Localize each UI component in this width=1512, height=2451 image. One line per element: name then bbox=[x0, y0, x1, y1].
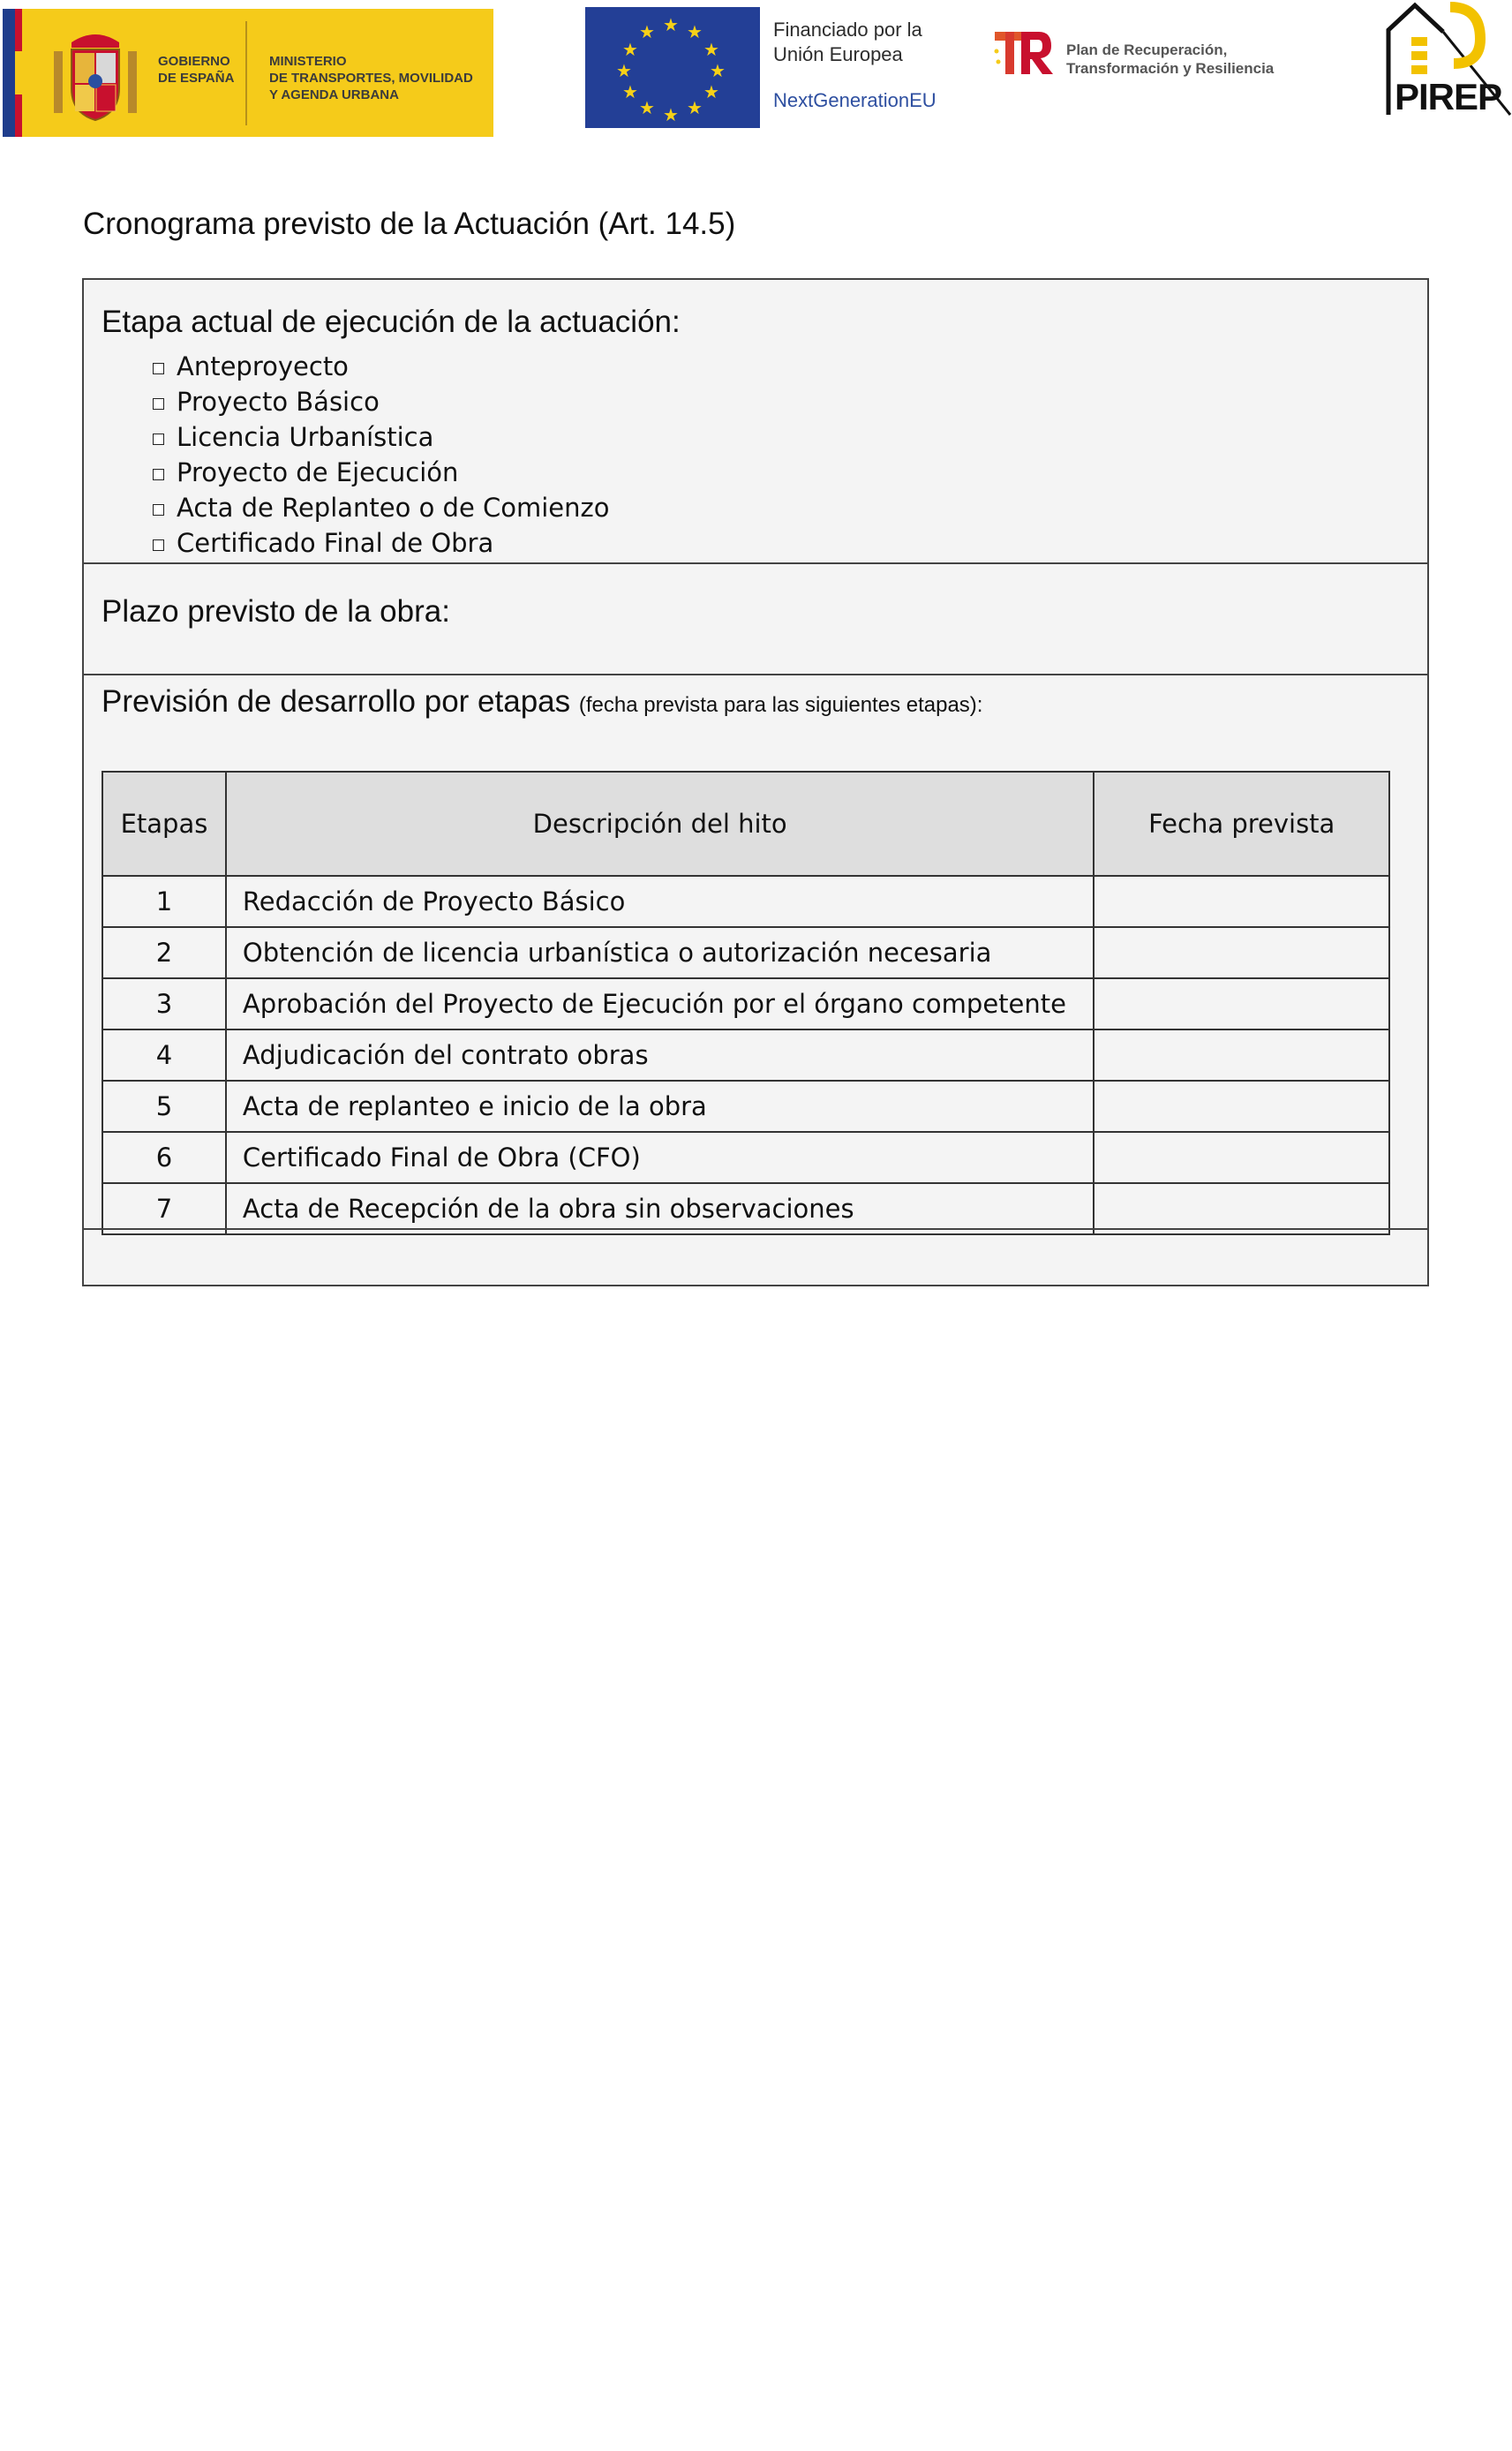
cell-etapa: 1 bbox=[102, 876, 226, 927]
cell-etapa: 5 bbox=[102, 1081, 226, 1132]
stage-option-label: Anteproyecto bbox=[177, 351, 349, 381]
stage-section bbox=[84, 280, 1427, 564]
col-header-etapas: Etapas bbox=[102, 772, 226, 876]
stage-option[interactable] bbox=[153, 419, 610, 455]
stage-options bbox=[153, 349, 610, 561]
checkbox-icon[interactable] bbox=[153, 504, 164, 516]
stage-option[interactable] bbox=[153, 525, 610, 561]
eu-star-icon: ★ bbox=[639, 97, 655, 118]
eu-star-icon: ★ bbox=[622, 39, 638, 60]
cell-fecha[interactable] bbox=[1094, 978, 1389, 1029]
table-row bbox=[102, 1029, 1389, 1081]
prevision-section-title bbox=[102, 683, 982, 725]
stage-option-label: Proyecto de Ejecución bbox=[177, 457, 459, 487]
cell-fecha[interactable] bbox=[1094, 1132, 1389, 1183]
eu-star-icon: ★ bbox=[703, 81, 719, 102]
cell-descripcion: Redacción de Proyecto Básico bbox=[226, 876, 1094, 927]
stage-option-label: Proyecto Básico bbox=[177, 387, 380, 417]
cell-descripcion: Certificado Final de Obra (CFO) bbox=[226, 1132, 1094, 1183]
cell-etapa: 7 bbox=[102, 1183, 226, 1234]
next-generation-eu-text: NextGenerationEU bbox=[773, 89, 937, 111]
checkbox-icon[interactable] bbox=[153, 469, 164, 480]
stage-option[interactable] bbox=[153, 455, 610, 490]
eu-flag-stripe bbox=[3, 9, 15, 137]
cell-etapa: 4 bbox=[102, 1029, 226, 1081]
stage-option[interactable] bbox=[153, 384, 610, 419]
stage-option-label: Licencia Urbanística bbox=[177, 422, 434, 452]
checkbox-icon[interactable] bbox=[153, 363, 164, 374]
checkbox-icon[interactable] bbox=[153, 434, 164, 445]
eu-star-icon: ★ bbox=[703, 39, 719, 60]
eu-star-icon: ★ bbox=[687, 21, 703, 42]
cell-etapa: 3 bbox=[102, 978, 226, 1029]
pirep-text: PIREP bbox=[1395, 76, 1502, 117]
eu-star-icon: ★ bbox=[616, 60, 632, 81]
table-row bbox=[102, 927, 1389, 978]
eu-star-icon: ★ bbox=[710, 60, 726, 81]
form-footer-blank bbox=[84, 1228, 1427, 1286]
header-logos bbox=[0, 0, 1512, 141]
table-row bbox=[102, 1081, 1389, 1132]
checkbox-icon[interactable] bbox=[153, 539, 164, 551]
table-row bbox=[102, 876, 1389, 927]
eu-star-icon: ★ bbox=[663, 14, 679, 35]
gobierno-logo bbox=[3, 9, 493, 137]
page-title: Cronograma previsto de la Actuación (Art. 14.5) bbox=[83, 207, 736, 241]
eu-financiado-text: Financiado por la Unión Europea bbox=[773, 19, 922, 65]
table-row bbox=[102, 978, 1389, 1029]
coat-of-arms-icon bbox=[47, 25, 144, 124]
plan-recuperacion-text: Plan de Recuperación, Transformación y Resiliencia bbox=[1066, 41, 1275, 77]
cronograma-form bbox=[82, 278, 1429, 1286]
cell-fecha[interactable] bbox=[1094, 927, 1389, 978]
col-header-fecha: Fecha prevista bbox=[1094, 772, 1389, 876]
col-header-descripcion: Descripción del hito bbox=[226, 772, 1094, 876]
eu-star-icon: ★ bbox=[663, 104, 679, 125]
stage-option-label: Certificado Final de Obra bbox=[177, 528, 494, 558]
cell-descripcion: Aprobación del Proyecto de Ejecución por el órgano competente bbox=[226, 978, 1094, 1029]
cell-etapa: 6 bbox=[102, 1132, 226, 1183]
plazo-section-title: Plazo previsto de la obra: bbox=[102, 594, 450, 629]
eu-star-icon: ★ bbox=[622, 81, 638, 102]
cell-descripcion: Acta de Recepción de la obra sin observaciones bbox=[226, 1183, 1094, 1234]
stage-option[interactable] bbox=[153, 490, 610, 525]
prevision-section bbox=[84, 674, 1427, 1228]
cell-fecha[interactable] bbox=[1094, 1029, 1389, 1081]
table-row bbox=[102, 1132, 1389, 1183]
ministerio-text: MINISTERIO DE TRANSPORTES, MOVILIDAD Y AGENDA URBANA bbox=[269, 54, 473, 102]
table-row bbox=[102, 1183, 1389, 1234]
stage-section-title: Etapa actual de ejecución de la actuación: bbox=[102, 305, 681, 339]
cell-fecha[interactable] bbox=[1094, 1183, 1389, 1234]
prevision-title-note: (fecha prevista para las siguientes etapas): bbox=[578, 693, 983, 717]
gobierno-espana-text: GOBIERNO DE ESPAÑA bbox=[158, 54, 235, 86]
cell-fecha[interactable] bbox=[1094, 876, 1389, 927]
checkbox-icon[interactable] bbox=[153, 398, 164, 410]
cell-fecha[interactable] bbox=[1094, 1081, 1389, 1132]
eu-flag-logo bbox=[585, 7, 760, 128]
eu-star-icon: ★ bbox=[687, 97, 703, 118]
prevision-title-main: Previsión de desarrollo por etapas bbox=[102, 684, 571, 719]
stage-option-label: Acta de Replanteo o de Comienzo bbox=[177, 493, 610, 523]
logo-divider bbox=[245, 21, 247, 125]
eu-star-icon: ★ bbox=[639, 21, 655, 42]
plazo-section bbox=[84, 562, 1427, 675]
cell-etapa: 2 bbox=[102, 927, 226, 978]
cell-descripcion: Obtención de licencia urbanística o autorización necesaria bbox=[226, 927, 1094, 978]
milestones-table bbox=[102, 771, 1390, 1235]
cell-descripcion: Adjudicación del contrato obras bbox=[226, 1029, 1094, 1081]
cell-descripcion: Acta de replanteo e inicio de la obra bbox=[226, 1081, 1094, 1132]
stage-option[interactable] bbox=[153, 349, 610, 384]
table-header-row bbox=[102, 772, 1389, 876]
tr-logo-icon bbox=[993, 26, 1055, 79]
